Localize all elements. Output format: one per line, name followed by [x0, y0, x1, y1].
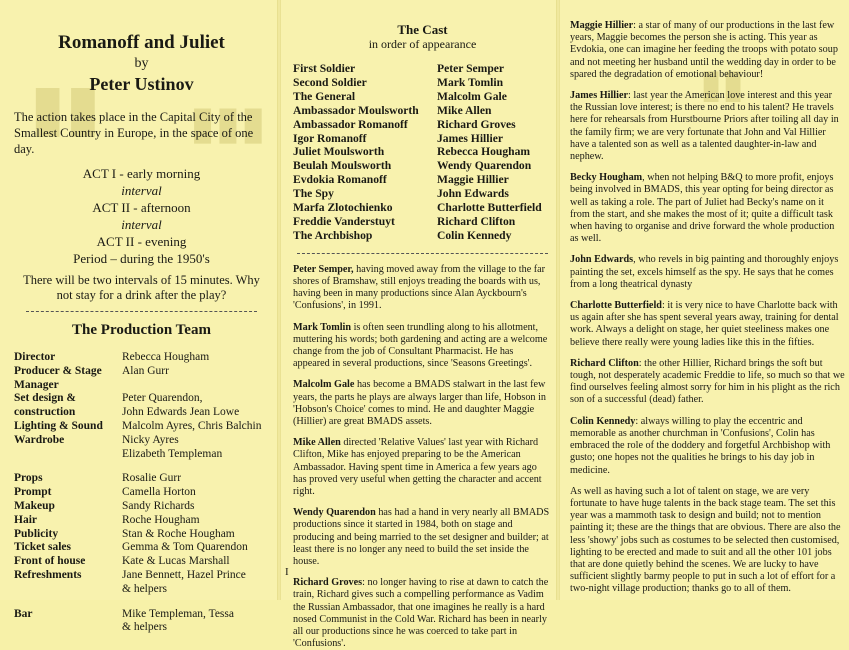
show-through-decoration: ▮▮▮ — [190, 97, 266, 148]
bio-text: is often seen trundling along to his allotment, muttering his words; both gardening and acting are a welcome change from the job of Consultant Pharmacist. He has appeared in several productions, since 'Seasons Greetings'. — [293, 321, 548, 370]
cast-role: Marfa Zlotochienko — [293, 201, 393, 215]
team-role: Refreshments — [14, 568, 82, 581]
bio-paragraph — [570, 254, 845, 291]
acts-list — [14, 165, 269, 267]
intervals-note: There will be two intervals of 15 minutes. Why not stay for a drink after the play? — [23, 273, 260, 302]
team-names: Peter Quarendon, — [122, 392, 203, 405]
bio-name: Richard Groves — [293, 577, 363, 589]
team-role: Ticket sales — [14, 541, 71, 554]
cast-actor: Wendy Quarendon — [437, 159, 532, 173]
bio-name: James Hillier — [570, 90, 628, 102]
team-names: Roche Hougham — [122, 513, 200, 526]
bio-paragraph — [293, 379, 552, 428]
setting-text: The action takes place in the Capital City of the Smallest Country in Europe, in the space of one day. — [14, 110, 254, 156]
team-names: Rosalie Gurr — [122, 472, 182, 485]
cast-role: Second Soldier — [293, 75, 367, 89]
dashed-divider — [297, 253, 548, 254]
team-role: Wardrobe — [14, 433, 65, 446]
bio-text: , who revels in big painting and thoroughly enjoys painting the set, excels himself as the spy. He says that he comes from a long theatrical dynasty — [570, 254, 839, 290]
team-names: Kate & Lucas Marshall — [122, 555, 230, 568]
cast-role: First Soldier — [293, 62, 356, 75]
team-role: Publicity — [14, 527, 59, 540]
cast-role: Ambassador Romanoff — [293, 117, 408, 131]
bio-text: : the other Hillier, Richard brings the soft but tough, not desperately academic Freddie to life, so much so that we find ourselves feeling almost sorry for him in his plight as the rich son of a successful (dead) father. — [570, 357, 845, 406]
team-role — [14, 448, 122, 462]
cast-actor: Colin Kennedy — [437, 228, 512, 242]
page-fold — [277, 0, 281, 600]
cast-role: Evdokia Romanoff — [293, 173, 387, 187]
cast-subtitle: in order of appearance — [368, 37, 477, 51]
team-role: construction — [14, 406, 76, 419]
cast-panel — [283, 0, 558, 650]
cast-actor: Maggie Hillier — [437, 173, 509, 187]
by-label: by — [134, 56, 149, 71]
bio-name: Charlotte Butterfield — [570, 300, 662, 312]
bio-name: John Edwards — [570, 254, 634, 266]
author-name: Peter Ustinov — [89, 74, 194, 94]
act-label: Period – during the 1950's — [73, 251, 210, 266]
bio-paragraph — [293, 322, 552, 371]
cast-role: Igor Romanoff — [293, 131, 367, 145]
show-through-decoration: ▮▮ — [30, 72, 101, 143]
cast-role: Beulah Moulsworth — [293, 159, 392, 173]
team-names: Camella Horton — [122, 486, 196, 499]
bio-paragraph — [570, 486, 845, 596]
bio-paragraph — [293, 264, 552, 313]
cast-biographies — [293, 264, 552, 650]
team-names: Malcolm Ayres, Chris Balchin — [122, 419, 262, 432]
bio-name: Wendy Quarendon — [293, 507, 376, 519]
team-names: & helpers — [122, 621, 168, 634]
title-panel — [0, 0, 277, 634]
bio-text: : always willing to play the eccentric and memorable as another churchman in 'Confusions', Colin has embraced the role of the doddery and forgetful Archbishop with gusto; one hopes not the qualities he brings to his day job in medicine. — [570, 415, 831, 476]
cast-actor: John Edwards — [437, 187, 509, 201]
team-role: Hair — [14, 513, 37, 526]
bio-name: Colin Kennedy — [570, 415, 636, 427]
bio-name: Becky Hougham — [570, 172, 643, 184]
team-role — [14, 621, 122, 635]
cast-actor: Mike Allen — [437, 103, 492, 117]
team-names: Stan & Roche Hougham — [122, 527, 235, 540]
team-role: Makeup — [14, 499, 55, 512]
play-title: Romanoff and Juliet — [58, 32, 225, 53]
cast-role: The General — [293, 89, 356, 103]
bio-text: : last year the American love interest and this year the Russian love interest; is there no end to his talent? He travels here for rehearsals from Hurstbourne Priors after toiling all day in the family firm; we are very fortunate that John and Val Hillier have a talented son as well as a talented daughter-in-law and nephew. — [570, 90, 839, 163]
cast-role: The Spy — [293, 187, 334, 201]
act-label: ACT I - early morning — [82, 166, 201, 181]
cast-actor: Rebecca Hougham — [437, 145, 531, 159]
production-team-list — [14, 351, 269, 635]
interval-label: interval — [121, 183, 162, 198]
team-role: Bar — [14, 607, 33, 620]
team-names: Jane Bennett, Hazel Prince — [122, 568, 246, 581]
spacer — [14, 597, 122, 608]
cast-role: Ambassador Moulsworth — [293, 103, 419, 117]
bio-paragraph — [293, 507, 552, 568]
bio-text: : a star of many of our productions in the last few years, Maggie becomes the person she is acting. This year as Evdokia, one can imagine her feeding the troops with potato soup and not meeting her husband until the wedding day in order to be spared the degradation of emotional behaviour! — [570, 20, 838, 80]
team-names: Rebecca Hougham — [122, 351, 210, 363]
team-names: & helpers — [122, 582, 168, 595]
cast-role: Freddie Vanderstuyt — [293, 214, 395, 228]
team-names: John Edwards Jean Lowe — [122, 406, 240, 419]
show-through-decoration: ▮▮ — [700, 61, 745, 106]
team-names: Sandy Richards — [122, 499, 195, 512]
bio-text: has become a BMADS stalwart in the last few years, the parts he plays are always larger than life, Hobson in 'Hobson's Choice' comes to mind. He and daughter Maggie (Hillier) are great BMADS assets. — [293, 379, 547, 428]
team-role: Prompt — [14, 486, 52, 499]
bio-paragraph — [570, 172, 845, 245]
team-names: Elizabeth Templeman — [122, 447, 223, 460]
bio-name: Mike Allen — [293, 437, 341, 449]
page-mark: I — [285, 566, 289, 578]
cast-actor: Richard Clifton — [437, 214, 516, 228]
team-names: Mike Templeman, Tessa — [122, 607, 234, 620]
team-role: Props — [14, 472, 43, 485]
team-role: Set design & — [14, 392, 76, 405]
cast-title: The Cast — [397, 22, 448, 37]
cast-actor: Mark Tomlin — [437, 75, 504, 89]
spacer — [122, 597, 269, 608]
cast-list — [293, 62, 552, 243]
act-label: ACT II - afternoon — [92, 200, 191, 215]
bio-paragraph — [293, 437, 552, 498]
team-heading: The Production Team — [72, 322, 211, 338]
bio-text: having moved away from the village to the far shores of Bramshaw, still enjoys treading the boards with us, having been in many productions since Alan Ayckbourn's 'Confusions', in 1991. — [293, 263, 546, 312]
team-role: Manager — [14, 378, 59, 391]
team-role: Producer & Stage — [14, 364, 102, 377]
cast-actor: Malcolm Gale — [437, 89, 507, 103]
bio-paragraph — [570, 416, 845, 477]
cast-actor: Charlotte Butterfield — [437, 201, 542, 215]
dashed-divider — [26, 311, 257, 312]
interval-label: interval — [121, 217, 162, 232]
bio-text: has had a hand in very nearly all BMADS productions since it started in 1984, both on stage and producing and being married to the set designer and builder; at least there is no longer any need to build the set inside the house. — [293, 507, 550, 568]
cast-role: The Archbishop — [293, 228, 373, 242]
team-role: Front of house — [14, 555, 86, 568]
bio-name: Malcolm Gale — [293, 379, 355, 391]
bio-text: directed 'Relative Values' last year with Richard Clifton, Mike has enjoyed preparing to be the American Ambassador. Having spent time in America a few years ago has proved very useful when getting the character and accent right. — [293, 437, 542, 498]
bio-name: Mark Tomlin — [293, 321, 352, 333]
spacer — [14, 461, 122, 472]
team-role: Director — [14, 351, 56, 363]
bio-paragraph — [570, 300, 845, 349]
cast-actor: Richard Groves — [437, 117, 516, 131]
bio-name: Richard Clifton — [570, 357, 639, 369]
bio-text: : it is very nice to have Charlotte back with us again after she has spent several years away, training for dental work. Always a delight on stage, her quiet steeliness makes one believe there really were young ladies like this in the fifties. — [570, 300, 839, 348]
bio-paragraph — [570, 358, 845, 407]
cast-actor: Peter Semper — [437, 62, 505, 75]
bio-text: , when not helping B&Q to more profit, enjoys being involved in BMADS, this year opting for being director as well as taking a role. The part of Juliet had Becky's name on it from the start, and she makes the most of it; quite a difficult task when having to organise and drive forward the whole production as well. — [570, 172, 835, 245]
team-names — [122, 379, 269, 393]
bio-paragraph — [570, 20, 845, 81]
cast-role: Juliet Moulsworth — [293, 145, 385, 159]
bio-name: Maggie Hillier — [570, 20, 634, 31]
cast-actor: James Hillier — [437, 131, 504, 145]
team-role: Lighting & Sound — [14, 419, 103, 432]
bio-name: Peter Semper, — [293, 263, 354, 275]
team-names: Gemma & Tom Quarendon — [122, 541, 248, 554]
spacer — [122, 461, 269, 472]
team-role — [14, 583, 122, 597]
bio-paragraph — [570, 90, 845, 163]
bio-paragraph — [293, 577, 552, 650]
team-names: Nicky Ayres — [122, 433, 179, 446]
bio-text: As well as having such a lot of talent on stage, we are very fortunate to have huge talents in the back stage team. The set this year was a mammoth task to design and build; not to mention painting it; these are the things that are obvious. There are also the less 'showy' jobs such as costumes to be selected then customised, lighting to be erected and made to suit and all the other 101 jobs that are done quietly behind the scenes. We are lucky to have sufficient slightly barmy people to put in such a lot of effort for a two-night village production; thanks go to all of them. — [570, 485, 841, 595]
biographies-panel — [560, 0, 849, 600]
team-names: Alan Gurr — [122, 364, 169, 377]
act-label: ACT II - evening — [96, 234, 187, 249]
bio-text: : no longer having to rise at dawn to catch the train, Richard gives such a compelling performance as Vadim the Russian Ambassador, that one imagines he really is a hard nosed Communist in the Cold War. Richard has been in nearly all our productions since he was coerced to take part in 'Confusions'. — [293, 577, 549, 650]
cast-biographies — [570, 20, 845, 596]
